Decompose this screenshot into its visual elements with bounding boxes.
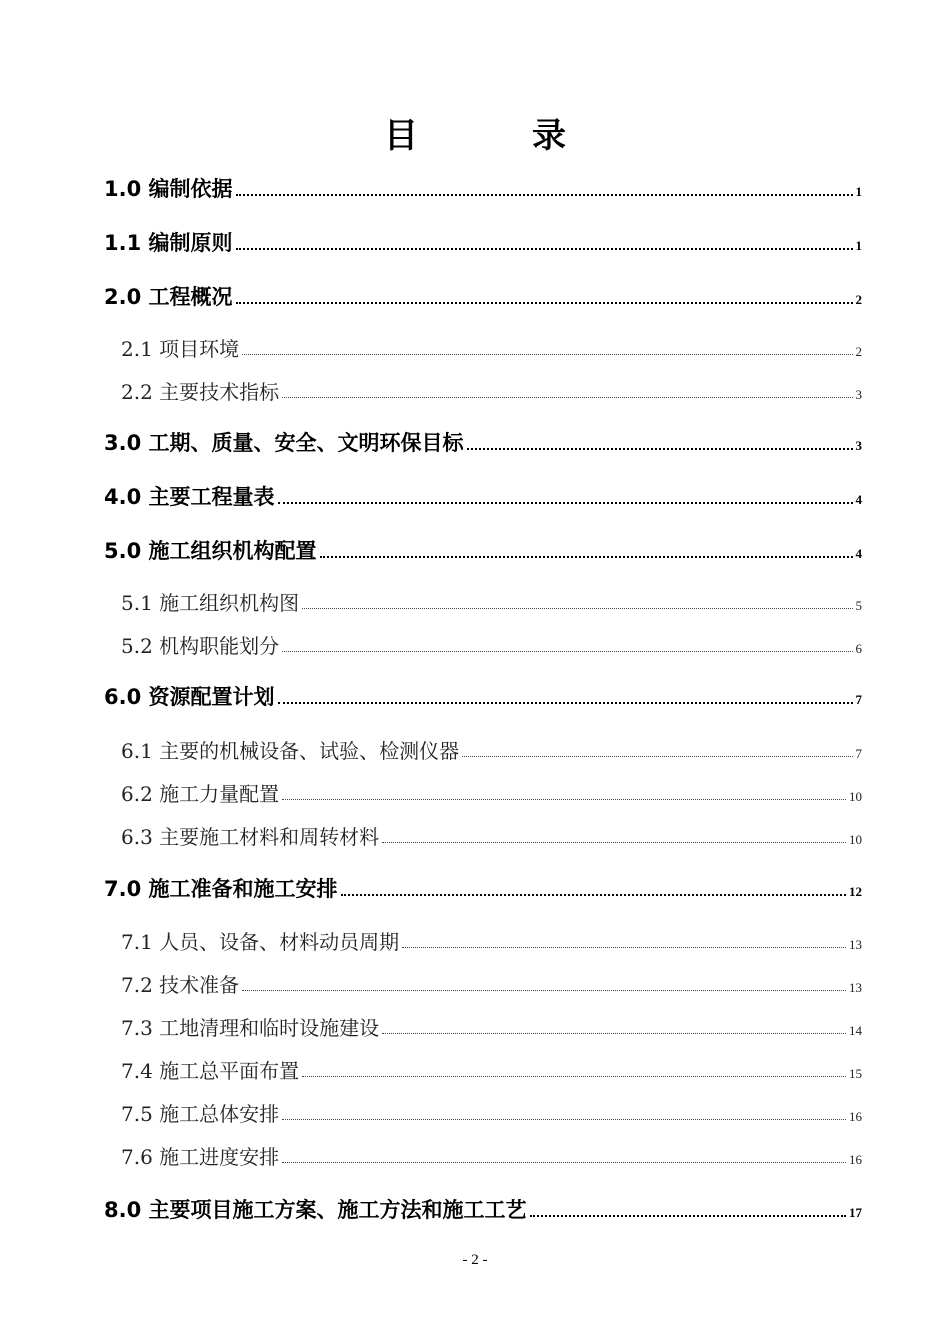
footer-page-number: - 2 - — [462, 1252, 488, 1268]
toc-entry-page: 5 — [855, 598, 862, 613]
page-title: 目 录 — [384, 116, 606, 156]
toc-entry-page: 3 — [855, 438, 862, 453]
toc-entry-page: 10 — [849, 832, 862, 847]
toc-entry[interactable] — [104, 480, 862, 510]
dot-leader — [341, 894, 846, 896]
toc-entry-label: 2.2 主要技术指标 — [121, 380, 280, 404]
toc-entry-page: 2 — [855, 292, 862, 307]
toc-entry-page: 16 — [849, 1152, 862, 1167]
toc-entry[interactable] — [121, 375, 862, 405]
toc-entry-label: 6.2 施工力量配置 — [121, 782, 280, 806]
toc-entry-page: 7 — [855, 692, 862, 707]
toc-entry-label: 7.5 施工总体安排 — [121, 1102, 280, 1126]
toc-entry[interactable] — [104, 172, 862, 202]
dot-leader — [462, 756, 852, 757]
dot-leader — [282, 1162, 846, 1163]
toc-entry-page: 16 — [849, 1109, 862, 1124]
toc-entry[interactable] — [104, 226, 862, 256]
toc-entry-label: 1.0 编制依据 — [104, 177, 233, 201]
dot-leader — [302, 608, 852, 609]
toc-entry[interactable] — [104, 426, 862, 456]
toc-entry-label: 2.0 工程概况 — [104, 285, 233, 309]
toc-entry-label: 7.3 工地清理和临时设施建设 — [121, 1016, 380, 1040]
toc-entry-page: 2 — [855, 344, 862, 359]
toc-entry-label: 6.1 主要的机械设备、试验、检测仪器 — [121, 739, 460, 763]
toc-entry-page: 6 — [855, 641, 862, 656]
toc-entry-page: 12 — [849, 884, 862, 899]
toc-entry-page: 10 — [849, 789, 862, 804]
toc-entry-label: 6.0 资源配置计划 — [104, 685, 275, 709]
toc-entry[interactable] — [121, 1011, 862, 1041]
dot-leader — [236, 194, 853, 196]
toc-entry-label: 7.0 施工准备和施工安排 — [104, 877, 338, 901]
toc-entry[interactable] — [121, 968, 862, 998]
toc-entry-page: 1 — [855, 184, 862, 199]
toc-entry-page: 4 — [855, 492, 862, 507]
dot-leader — [467, 448, 853, 450]
dot-leader — [278, 702, 853, 704]
toc-entry-label: 5.1 施工组织机构图 — [121, 591, 300, 615]
toc-entry-page: 14 — [849, 1023, 862, 1038]
toc-entry-page: 4 — [855, 546, 862, 561]
dot-leader — [530, 1215, 846, 1217]
dot-leader — [382, 1033, 846, 1034]
toc-entry-label: 5.0 施工组织机构配置 — [104, 539, 317, 563]
toc-entry-label: 7.1 人员、设备、材料动员周期 — [121, 930, 400, 954]
dot-leader — [278, 502, 853, 504]
toc-entry-label: 7.6 施工进度安排 — [121, 1145, 280, 1169]
toc-entry[interactable] — [104, 280, 862, 310]
toc-entry-label: 5.2 机构职能划分 — [121, 634, 280, 658]
toc-entry[interactable] — [121, 734, 862, 764]
toc-entry[interactable] — [121, 332, 862, 362]
dot-leader — [320, 556, 853, 558]
dot-leader — [236, 248, 853, 250]
toc-entry-page: 1 — [855, 238, 862, 253]
dot-leader — [236, 302, 853, 304]
dot-leader — [402, 947, 846, 948]
toc-entry-page: 3 — [855, 387, 862, 402]
dot-leader — [282, 799, 846, 800]
toc-entry-page: 15 — [849, 1066, 862, 1081]
toc-entry-label: 7.2 技术准备 — [121, 973, 240, 997]
dot-leader — [282, 397, 852, 398]
toc-entry-label: 2.1 项目环境 — [121, 337, 240, 361]
toc-entry-label: 8.0 主要项目施工方案、施工方法和施工工艺 — [104, 1198, 527, 1222]
toc-entry[interactable] — [121, 629, 862, 659]
toc-entry[interactable] — [121, 925, 862, 955]
toc-entry-label: 7.4 施工总平面布置 — [121, 1059, 300, 1083]
toc-entry[interactable] — [121, 1097, 862, 1127]
dot-leader — [282, 651, 852, 652]
toc-entry[interactable] — [121, 820, 862, 850]
toc-entry[interactable] — [104, 680, 862, 710]
toc-entry[interactable] — [121, 1140, 862, 1170]
toc-entry[interactable] — [104, 534, 862, 564]
toc-entry[interactable] — [104, 1193, 862, 1223]
dot-leader — [242, 990, 846, 991]
toc-entry-label: 4.0 主要工程量表 — [104, 485, 275, 509]
toc-entry-page: 13 — [849, 980, 862, 995]
dot-leader — [382, 842, 846, 843]
dot-leader — [302, 1076, 846, 1077]
toc-entry-label: 6.3 主要施工材料和周转材料 — [121, 825, 380, 849]
toc-entry[interactable] — [104, 872, 862, 902]
toc-entry[interactable] — [121, 1054, 862, 1084]
toc-entry-label: 3.0 工期、质量、安全、文明环保目标 — [104, 431, 464, 455]
dot-leader — [282, 1119, 846, 1120]
dot-leader — [242, 354, 852, 355]
toc-entry[interactable] — [121, 586, 862, 616]
toc-entry-page: 7 — [855, 746, 862, 761]
toc-entry-page: 17 — [849, 1205, 862, 1220]
toc-entry[interactable] — [121, 777, 862, 807]
toc-entry-page: 13 — [849, 937, 862, 952]
toc-entry-label: 1.1 编制原则 — [104, 231, 233, 255]
